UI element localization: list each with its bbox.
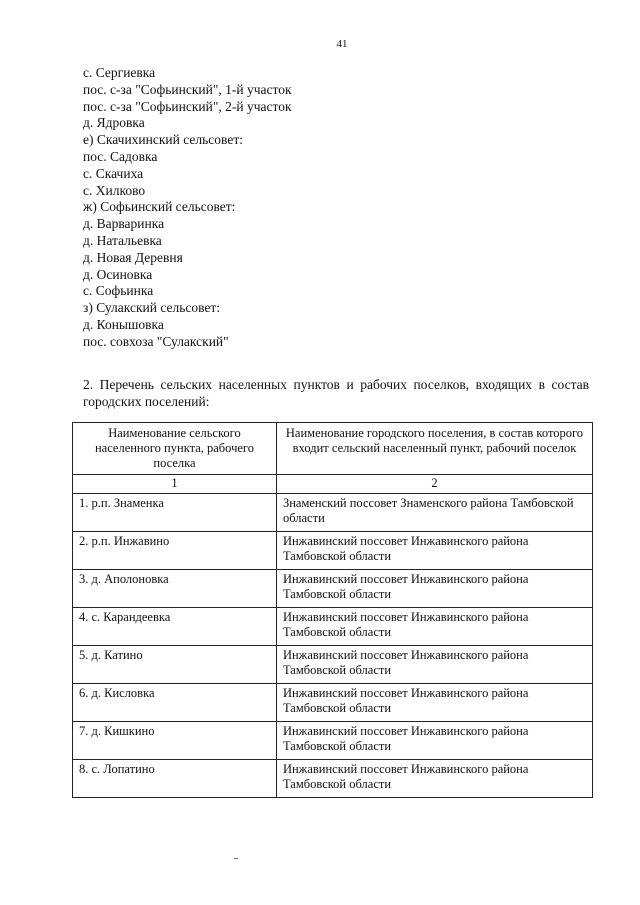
urban-settlement-cell: Инжавинский поссовет Инжавинского района Тамбовской области xyxy=(276,532,592,570)
table-row xyxy=(73,760,593,798)
list-item: с. Сергиевка xyxy=(83,65,156,80)
scan-mark xyxy=(234,858,238,859)
urban-settlement-cell: Инжавинский поссовет Инжавинского района Тамбовской области xyxy=(276,608,592,646)
list-item: з) Сулакский сельсовет: xyxy=(83,300,221,316)
list-item: д. Новая Деревня xyxy=(83,249,183,265)
table-row xyxy=(73,684,593,722)
list-item: с. Софьинка xyxy=(83,283,154,299)
urban-settlement-cell: Инжавинский поссовет Инжавинского района Тамбовской области xyxy=(276,646,592,684)
page-number: 41 xyxy=(336,38,348,50)
table-row xyxy=(73,570,593,608)
list-item: д. Осиновка xyxy=(83,266,153,282)
settlement-list xyxy=(83,65,292,351)
list-item: д. Варваринка xyxy=(83,216,165,232)
table-row xyxy=(73,532,593,570)
list-item: с. Скачиха xyxy=(83,165,144,181)
settlement-name-cell: 5. д. Катино xyxy=(73,646,277,684)
table-row xyxy=(73,494,593,532)
urban-settlement-cell: Инжавинский поссовет Инжавинского района Тамбовской области xyxy=(276,684,592,722)
list-item: пос. совхоза "Сулакский" xyxy=(83,333,229,349)
list-item: пос. с-за "Софьинский", 2-й участок xyxy=(83,98,292,114)
settlement-name-cell: 1. р.п. Знаменка xyxy=(73,494,277,532)
settlement-name-cell: 4. с. Карандеевка xyxy=(73,608,277,646)
urban-settlement-cell: Знаменский поссовет Знаменского района Тамбовской области xyxy=(276,494,592,532)
table-header-row xyxy=(73,423,593,475)
list-item: д. Конышовка xyxy=(83,316,164,332)
settlement-name-cell: 6. д. Кисловка xyxy=(73,684,277,722)
column-number: 2 xyxy=(276,475,592,494)
urban-settlement-cell: Инжавинский поссовет Инжавинского района Тамбовской области xyxy=(276,722,592,760)
table-row xyxy=(73,646,593,684)
settlement-name-cell: 8. с. Лопатино xyxy=(73,760,277,798)
column-number: 1 xyxy=(73,475,277,494)
list-item: е) Скачихинский сельсовет: xyxy=(83,132,243,148)
urban-settlement-cell: Инжавинский поссовет Инжавинского района Тамбовской области xyxy=(276,570,592,608)
table-row xyxy=(73,722,593,760)
header-urban-settlement: Наименование городского поселения, в состав которого входит сельский населенный пункт, рабочий поселок xyxy=(276,423,592,475)
settlement-name-cell: 3. д. Аполоновка xyxy=(73,570,277,608)
settlement-name-cell: 2. р.п. Инжавино xyxy=(73,532,277,570)
list-item: ж) Софьинский сельсовет: xyxy=(83,199,236,215)
list-item: пос. с-за "Софьинский", 1-й участок xyxy=(83,81,292,97)
list-item: пос. Садовка xyxy=(83,148,158,164)
list-item: д. Натальевка xyxy=(83,232,162,248)
list-item: д. Ядровка xyxy=(83,115,145,131)
settlement-name-cell: 7. д. Кишкино xyxy=(73,722,277,760)
column-number-row xyxy=(73,475,593,494)
settlements-table xyxy=(72,422,593,798)
header-settlement-name: Наименование сельского населенного пункта, рабочего поселка xyxy=(73,423,277,475)
list-item: с. Хилково xyxy=(83,182,146,198)
table-row xyxy=(73,608,593,646)
section-2-intro: 2. Перечень сельских населенных пунктов и рабочих поселков, входящих в состав городских поселений: xyxy=(83,377,589,409)
urban-settlement-cell: Инжавинский поссовет Инжавинского района Тамбовской области xyxy=(276,760,592,798)
